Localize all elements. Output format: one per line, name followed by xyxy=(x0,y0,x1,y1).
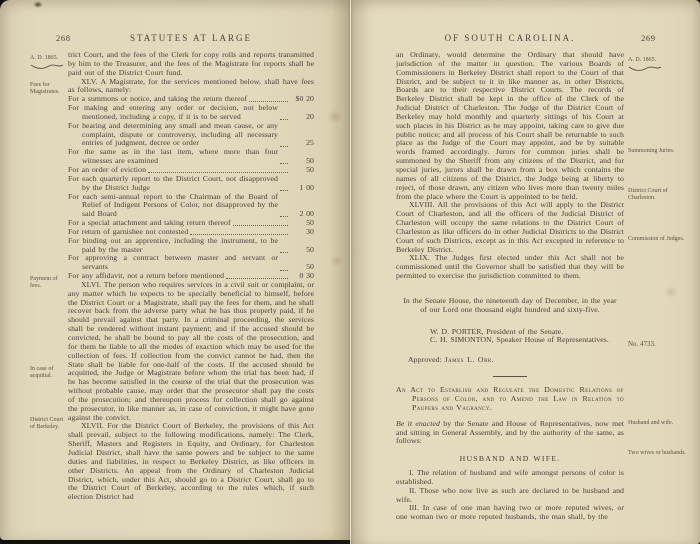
dot-leader xyxy=(280,119,288,120)
fee-item-amount: 25 xyxy=(306,138,314,148)
fee-item xyxy=(68,104,314,122)
fee-item-amount: $0 20 xyxy=(295,94,314,104)
left-text-column xyxy=(68,51,314,511)
margin-note-charleston: District Court of Charleston. xyxy=(628,188,668,201)
margin-note-two-wives: Two wives or husbands. xyxy=(628,450,686,456)
fee-item-label: For any affidavit, not a return before mentioned xyxy=(68,271,225,281)
margin-note-act-number: No. 4733. xyxy=(628,340,656,348)
margin-note-payment: Payment of fees. xyxy=(30,276,58,289)
margin-note-fees: Fees for Magistrates. xyxy=(30,82,60,95)
right-page-number: 269 xyxy=(641,33,656,43)
fee-item-amount: 50 xyxy=(306,262,314,272)
dot-leader xyxy=(280,270,288,271)
fee-item-amount: 50 xyxy=(306,164,314,174)
signature-speaker: C. H. SIMONTON, Speaker House of Representatives. xyxy=(430,335,609,345)
dot-leader xyxy=(280,216,288,217)
fee-item xyxy=(68,193,314,220)
fee-item xyxy=(68,237,314,255)
paragraph: XLVIII. All the provisions of this Act will apply to the District Court of Charleston, and all the officers of the Judicial District of Charleston will occupy the same relations to the District Court of Charleston as like officers do in other Judicial Districts to the District Court of such Districts, except as in this Act excepted in reference to Berkeley District. xyxy=(396,200,624,254)
fee-item-label: For making and entering any order or decision, not below mentioned, including a copy, if it is to be served xyxy=(68,103,278,121)
fee-item xyxy=(68,122,314,149)
dot-leader xyxy=(233,225,288,226)
paragraph: XLIX. The Judges first elected under this Act shall not be commissioned until the Governor shall be satisfied that they will be permitted to exercise the jurisdiction committed to them. xyxy=(396,253,624,281)
right-running-head: OF SOUTH CAROLINA. xyxy=(444,33,576,43)
left-page xyxy=(0,0,351,540)
act-section-3: III. In case of one man having two or more reputed wives, or one woman two or more reputed husbands, the man shall, by the xyxy=(396,503,624,522)
fee-item-amount: 1 00 xyxy=(299,182,314,192)
paragraph: trict Court, and the fees of the Clerk for copy rolls and reports transmitted by him to the Treasurer, and the fees of the Magistrate for reports shall be paid out of the District Court fund. xyxy=(68,51,314,77)
paragraph: an Ordinary, would determine the Ordinary that should have jurisdiction of the matter in question. The various Boards of Commissioners in Berkeley District shall report to the Court of that District, and be subject to it in like manner as, in other Districts, Boards are to their respective District Courts. The records of Berkeley District shall be kept in the office of the Clerk of the Judicial District of Charleston. The Judge of the District Court of Berkeley may hold monthly and quarterly sittings of his Court at such places in his District as he may appoint, taking care to give due public notice; and all process of his Court shall be returnable to such place as the Judge of the Court may appoint, and be by suitable words framed accordingly. Jurors for common juries shall be summoned by the Sheriff from any citizens of the District, and for special juries, jurors shall be drawn from a box which contains the names of all citizens of the District, the Judge being at liberty to reject, of those drawn, any citizen who lives more than twenty miles from the place where the Court is appointed to be held. xyxy=(396,51,624,201)
right-page xyxy=(351,0,700,544)
enacting-lead: Be it enacted xyxy=(396,418,440,428)
margin-note-year: A. D. 1865. xyxy=(30,55,67,70)
enacting-rest: by the Senate and House of Representatives, now met and sitting in General Assembly, and by the authority of the same, as follows: xyxy=(396,418,624,446)
signature-president: W. D. PORTER, President of the Senate. xyxy=(430,326,564,336)
fee-item-label: For hearing and determining any small and mean cause, or any complaint, dispute or controversy, including all necessary entries of judgment, decree or order xyxy=(68,120,278,148)
fee-item-label: For approving a contract between master and servant or servants xyxy=(68,253,278,272)
dot-leader xyxy=(280,146,288,147)
dot-leader xyxy=(190,234,288,235)
dot-leader xyxy=(280,163,288,164)
margin-note-year: A. D. 1865. xyxy=(628,57,686,72)
fee-item-amount: 2 00 xyxy=(299,209,314,219)
attestation-senate-line: In the Senate House, the nineteenth day of December, in the year of our Lord one thousand eight hundred and sixty-five. xyxy=(403,295,617,314)
margin-note-acquittal: In case of acquittal. xyxy=(30,366,54,379)
fee-item xyxy=(68,148,314,166)
fee-item-label: For the same as in the last item, where more than four witnesses are examined xyxy=(68,147,278,166)
left-page-number: 268 xyxy=(56,33,71,43)
gutter-highlight xyxy=(350,0,351,544)
right-text-column xyxy=(396,51,624,537)
paragraph: XLVI. The person who requires services in a civil suit or complaint, or any matter which he expects to be specially beneficial to himself, before the District Court or a Magistrate, shall pay the fees for them, and he shall recover back from the adverse party what he has thus properly paid, if he should prevail against that party. In a criminal proceeding, the services shall be rendered without instant payment; and if the accused should be convicted, he shall be bound to pay all the costs of the prosecution, and for them be liable to all the modes of exaction which may be used for the collection of fees. If collection from the convict cannot be had, then the State shall be liable for one-half of the costs. If the accused should be acquitted, the Judge or Magistrate before whom the trial has been had, if he has become satisfied in the course of the trial that the prosecution was without probable cause, may order that the prosecutor shall pay the costs of the prosecution; and thereupon process for collection shall go against the prosecutor, in like manner as, in case of conviction, it might have gone against the convict. xyxy=(68,279,314,422)
act-section-1: I. The relation of husband and wife amongst persons of color is established. xyxy=(396,468,624,486)
fee-item xyxy=(68,175,314,193)
approved-line xyxy=(396,356,624,365)
fee-item-label: For an order of eviction xyxy=(68,164,147,174)
fee-item-label: For return of garnishee not contested xyxy=(68,226,189,236)
fee-item-label: For each semi-annual report to the Chairman of the Board of Relief of Indigent Persons of Color, not disapproved by the said Board xyxy=(68,191,278,219)
paragraph: XLVII. For the District Court of Berkeley, the provisions of this Act shall prevail, subject to the following modifications, namely: The Clerk, Sheriff, Masters and Registers in Equity, and Ordinary, for Charleston Judicial District, shall have the same powers and be subject to the same duties and liabilities, in respect to Berkeley District, as like officers in other Districts. An appeal from the Ordinary of Charleston Judicial District, which, under this Act, should go to a District Court, shall go to the District Court of Berkeley, according to the rules which, if such election District had xyxy=(68,421,314,502)
act-section-2: II. Those who now live as such are declared to be husband and wife. xyxy=(396,485,624,504)
date-flourish-icon xyxy=(628,65,662,72)
margin-note-berkeley: District Court of Berkeley. xyxy=(30,417,64,430)
fee-item-amount: 0 30 xyxy=(299,271,314,281)
left-running-head: STATUTES AT LARGE xyxy=(129,33,253,43)
dot-leader xyxy=(280,252,288,253)
fee-item-amount: 50 xyxy=(306,218,314,228)
fee-item-label: For binding out an apprentice, including the instrument, to be paid by the master xyxy=(68,235,278,254)
margin-note-husband: Husband and wife. xyxy=(628,420,674,426)
act-section-heading: HUSBAND AND WIFE. xyxy=(459,454,561,464)
left-margin-notes xyxy=(30,0,67,540)
fee-item-label: For a summons or notice, and taking the return thereof xyxy=(68,94,248,104)
dot-leader xyxy=(280,190,288,191)
fee-item-amount: 20 xyxy=(306,111,314,121)
fee-item-label: For a special attachment and taking return thereof xyxy=(68,218,231,228)
fee-item-label: For each quarterly report to the District Court, not disapproved by the District Judge xyxy=(68,173,278,192)
fee-item xyxy=(68,254,314,272)
section-divider xyxy=(493,376,527,377)
act-title: An Act to Establish and Regulate the Domestic Relations of Persons of Color, and to Amend the Law in Relation to Paupers and Vagrancy. xyxy=(396,385,624,412)
approved-label: Approved: xyxy=(408,355,442,365)
right-margin-notes xyxy=(628,0,686,544)
date-flourish-icon xyxy=(30,63,64,70)
fee-item-amount: 30 xyxy=(306,226,314,236)
approved-name: James L. Orr. xyxy=(444,355,495,365)
enacting-clause xyxy=(396,420,624,447)
paragraph: XLV. A Magistrate, for the services mentioned below, shall have fees as follows, namely: xyxy=(68,76,314,95)
margin-note-commission: Commission of Judges. xyxy=(628,236,685,242)
fee-item-amount: 50 xyxy=(306,244,314,254)
margin-note-summoning: Summoning Juries. xyxy=(628,148,675,154)
fee-item-amount: 50 xyxy=(306,156,314,166)
signature-block xyxy=(396,328,624,346)
